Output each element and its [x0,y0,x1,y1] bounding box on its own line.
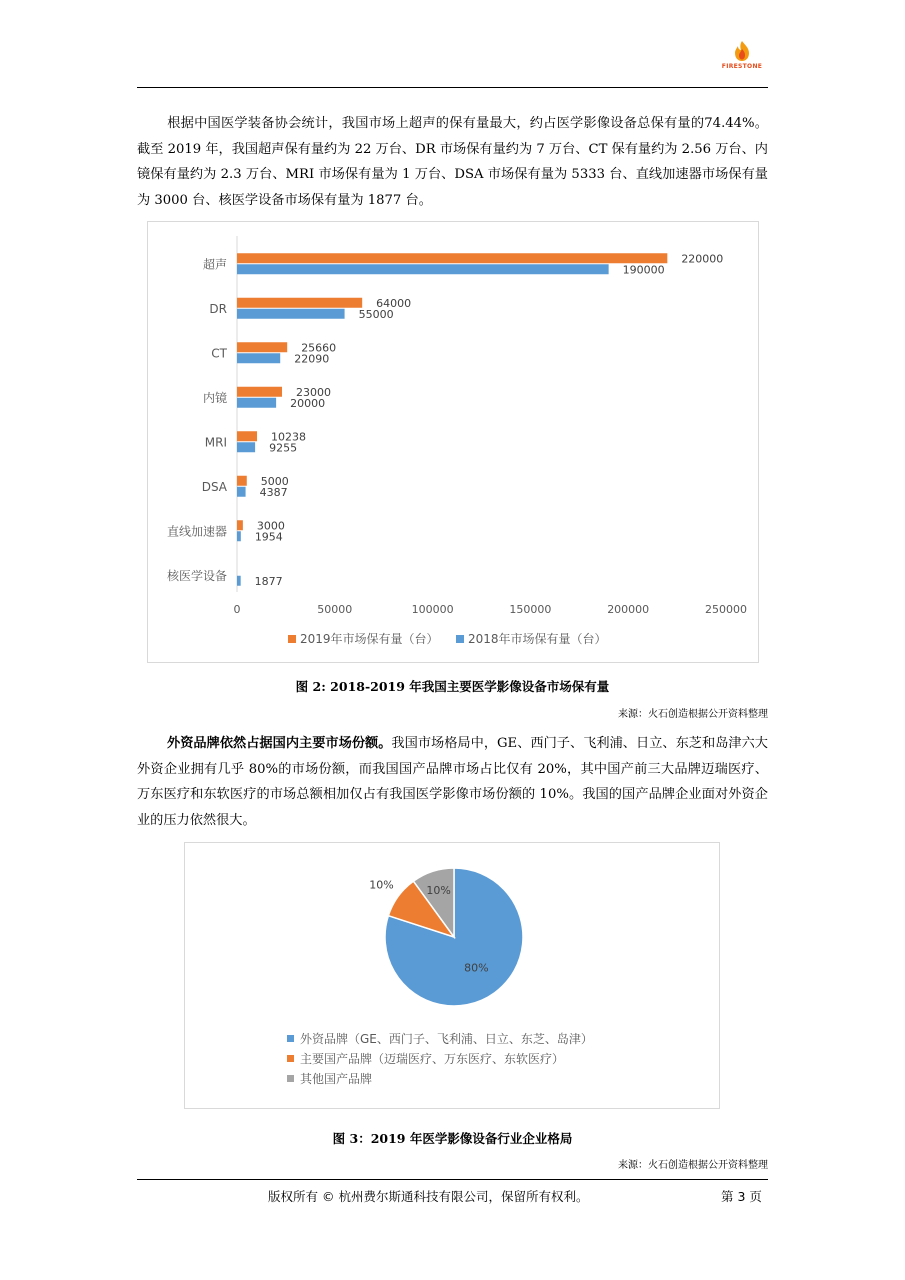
x-tick-label: 50000 [317,603,353,616]
data-label: 25660 [301,341,337,355]
header-rule [137,87,768,88]
bar-chart-frame [147,221,759,663]
paragraph-stats-text: 根据中国医学装备协会统计，我国市场上超声的保有量最大，约占医学影像设备总保有量的74.44%。截至 2019 年，我国超声保有量约为 22 万台、DR 市场保有量约为 7 万台、CT 保有量约为 2.56 万台、内镜保有量约为 2.3 万台、MRI 市场保有量为 1 万台、DSA 市场保有量为 5333 台、直线加速器市场保有量为 3000 台、核医学设备市场保有量为 1877 台。 [137,116,768,208]
data-label: 220000 [681,252,724,266]
x-tick-label: 200000 [607,603,650,616]
bar-2019 [237,298,362,308]
logo-text: FIRESTONE [721,63,763,70]
x-tick-label: 100000 [411,603,454,616]
pie-chart [185,843,721,1110]
figure3-source: 来源：火石创造根据公开资料整理 [618,1160,768,1171]
bar-2019 [237,342,287,352]
legend-swatch [287,1035,294,1042]
legend-label: 其他国产品牌 [300,1072,373,1086]
paragraph-market [137,731,768,833]
bar-2019 [237,520,243,530]
legend-label-2018: 2018年市场保有量（台） [468,632,607,646]
data-label: 9255 [269,441,298,455]
data-label: 64000 [376,296,412,310]
y-tick-label: 超声 [202,257,227,272]
bar-2019 [237,431,257,441]
data-label: 1877 [254,574,283,588]
data-label: 4387 [259,485,288,499]
data-label: 5000 [260,474,289,488]
data-label: 1954 [254,530,283,544]
bar-2018 [237,487,246,497]
data-label: 20000 [290,396,326,410]
legend-swatch-2018 [456,635,464,643]
slice-label: 10% [369,878,394,892]
figure3-caption: 图 3：2019 年医学影像设备行业企业格局 [332,1131,573,1146]
firestone-logo [717,40,767,76]
x-tick-label: 150000 [509,603,552,616]
x-tick-label: 250000 [705,603,747,616]
y-tick-label: 直线加速器 [166,524,227,539]
data-label: 22090 [294,352,330,366]
paragraph-market-lead: 外资品牌依然占据国内主要市场份额。 [167,736,392,751]
bar-chart [148,222,760,664]
slice-label: 80% [464,961,489,975]
x-tick-label: 0 [233,603,241,616]
bar-2018 [237,576,241,586]
footer-copyright: 版权所有 © 杭州费尔斯通科技有限公司，保留所有权利。 [268,1189,589,1204]
bar-2019 [237,253,667,263]
legend-swatch [287,1055,294,1062]
legend-label: 主要国产品牌（迈瑞医疗、万东医疗、东软医疗） [300,1052,565,1066]
legend-label-2019: 2019年市场保有量（台） [300,632,439,646]
pie-chart-frame [184,842,720,1109]
y-tick-label: 核医学设备 [166,568,227,583]
data-label: 3000 [256,519,285,533]
bar-2018 [237,398,276,408]
figure2-caption: 图 2: 2018-2019 年我国主要医学影像设备市场保有量 [295,679,610,694]
data-label: 10238 [271,430,307,444]
flame-icon [732,40,752,62]
footer-rule [137,1179,768,1180]
bar-2018 [237,353,280,363]
data-label: 190000 [622,263,665,277]
bar-2018 [237,309,345,319]
bar-2018 [237,442,255,452]
data-label: 23000 [295,385,331,399]
y-tick-label: CT [211,346,227,361]
paragraph-stats [137,111,768,213]
bar-2018 [237,264,609,274]
legend-label: 外资品牌（GE、西门子、飞利浦、日立、东芝、岛津） [300,1032,593,1046]
y-tick-label: DSA [201,479,227,494]
slice-label: 10% [426,883,451,897]
y-tick-label: MRI [204,435,227,450]
y-tick-label: DR [209,301,227,316]
data-label: 55000 [358,307,394,321]
y-tick-label: 内镜 [202,390,227,405]
bar-2018 [237,531,241,541]
page-number: 第 3 页 [721,1189,762,1204]
bar-2019 [237,476,247,486]
figure2-source: 来源：火石创造根据公开资料整理 [618,709,768,720]
paragraph-market-body: 我国市场格局中，GE、西门子、飞利浦、日立、东芝和岛津六大外资企业拥有几乎 80%的市场份额，而我国国产品牌市场占比仅有 20%，其中国产前三大品牌迈瑞医疗、万东医疗和东软医疗的市场总额相加仅占有我国医学影像市场份额的 10%。我国的国产品牌企业面对外资企业的压力依然很大。 [137,736,768,828]
bar-2019 [237,387,282,397]
legend-swatch-2019 [288,635,296,643]
legend-swatch [287,1075,294,1082]
